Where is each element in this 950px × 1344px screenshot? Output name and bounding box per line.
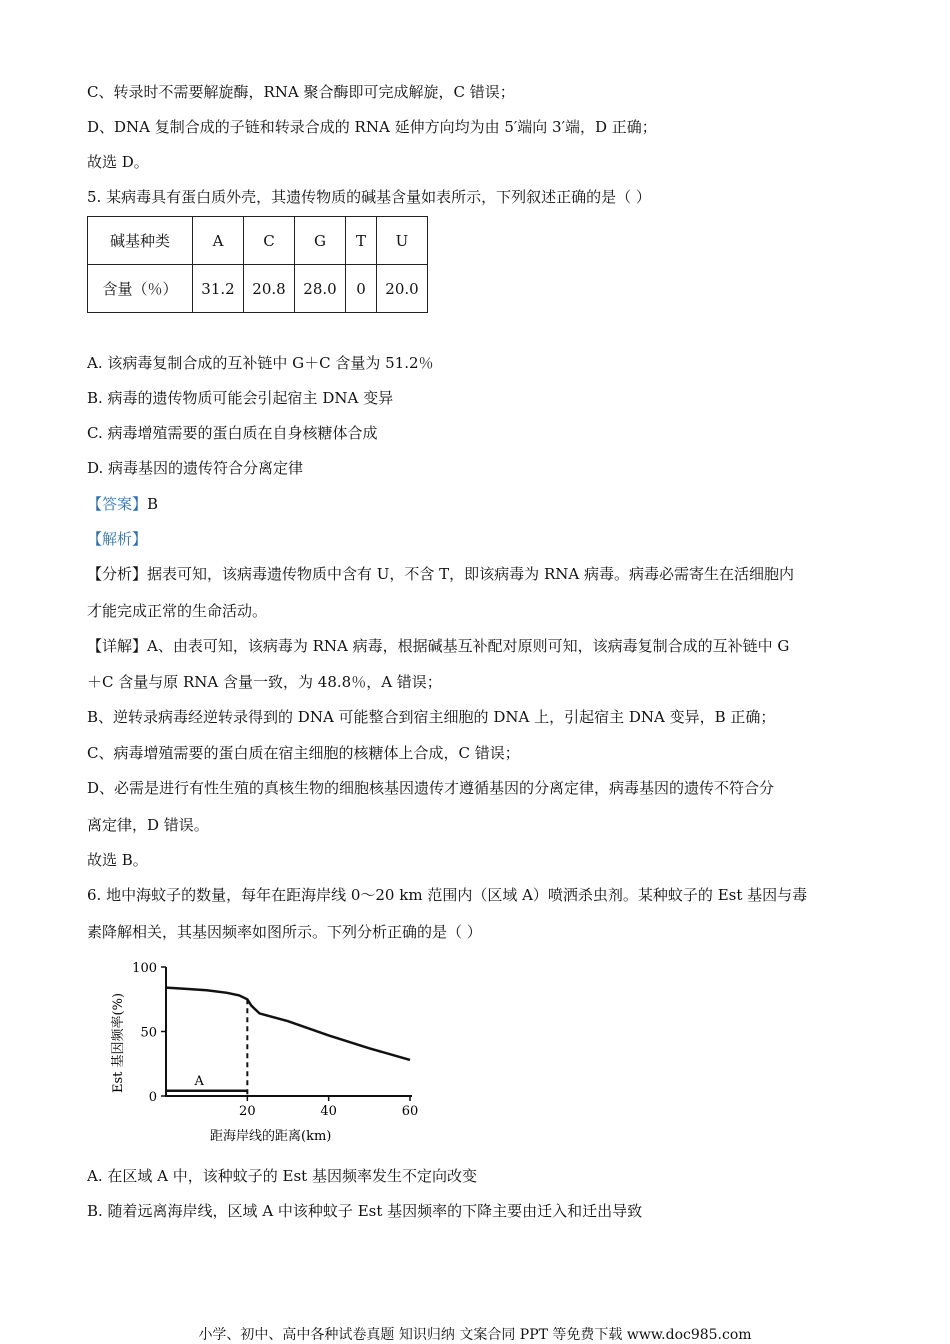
answer-tag: 【答案】: [87, 495, 148, 513]
text-line: C、转录时不需要解旋酶，RNA 聚合酶即可完成解旋，C 错误；: [87, 83, 515, 101]
option-b: B. 病毒的遗传物质可能会引起宿主 DNA 变异: [87, 389, 394, 407]
table-header-row: [88, 217, 428, 265]
table-cell: 20.0: [377, 265, 428, 313]
table-cell: C: [244, 217, 295, 265]
detail-text: B、逆转录病毒经逆转录得到的 DNA 可能整合到宿主细胞的 DNA 上，引起宿主 DNA 变异，B 正确；: [87, 708, 776, 726]
y-tick-label: 100: [132, 961, 157, 976]
answer-line: [87, 494, 158, 514]
x-axis-label: 距海岸线的距离(km): [210, 1129, 332, 1144]
page-footer: 小学、初中、高中各种试卷真题 知识归纳 文案合同 PPT 等免费下载 www.doc985.com: [198, 1327, 752, 1343]
est-frequency-line: [166, 988, 410, 1060]
table-cell: 碱基种类: [88, 217, 193, 265]
table-cell: A: [193, 217, 244, 265]
detail-text: ＋C 含量与原 RNA 含量一致，为 48.8％，A 错误；: [87, 673, 442, 691]
table-cell: 0: [346, 265, 377, 313]
q6-option-a: A. 在区域 A 中，该种蚊子的 Est 基因频率发生不定向改变: [87, 1167, 477, 1185]
text-line: 故选 D。: [87, 153, 149, 171]
analysis-text: 【分析】据表可知，该病毒遗传物质中含有 U，不含 T，即该病毒为 RNA 病毒。病毒必需寄生在活细胞内: [87, 565, 794, 583]
table-cell: 28.0: [295, 265, 346, 313]
question-6-stem: 6. 地中海蚊子的数量，每年在距海岸线 0～20 km 范围内（区域 A）喷洒杀虫剂。某种蚊子的 Est 基因与毒: [87, 886, 808, 904]
q6-option-b: B. 随着远离海岸线，区域 A 中该种蚊子 Est 基因频率的下降主要由迁入和迁出导致: [87, 1202, 643, 1220]
table-cell: U: [377, 217, 428, 265]
base-content-table: [87, 216, 428, 313]
analysis-tag: 【解析】: [87, 530, 148, 548]
x-tick-label: 40: [320, 1104, 337, 1119]
y-axis-label: Est 基因频率(%): [111, 992, 126, 1093]
detail-text: C、病毒增殖需要的蛋白质在宿主细胞的核糖体上合成，C 错误；: [87, 744, 520, 762]
region-a-label: A: [194, 1073, 204, 1089]
text-line: D、DNA 复制合成的子链和转录合成的 RNA 延伸方向均为由 5′端向 3′端，D 正确；: [87, 118, 657, 136]
table-cell: 31.2: [193, 265, 244, 313]
question-5-stem: 5. 某病毒具有蛋白质外壳，其遗传物质的碱基含量如表所示，下列叙述正确的是（ ）: [87, 188, 651, 206]
detail-text: 【详解】A、由表可知，该病毒为 RNA 病毒，根据碱基互补配对原则可知，该病毒复制合成的互补链中 G: [87, 637, 790, 655]
table-cell: G: [295, 217, 346, 265]
x-tick-label: 60: [401, 1104, 419, 1119]
option-d: D. 病毒基因的遗传符合分离定律: [87, 459, 304, 477]
x-tick-label: 20: [239, 1104, 256, 1119]
option-a: A. 该病毒复制合成的互补链中 G＋C 含量为 51.2％: [87, 354, 434, 372]
table-cell: 20.8: [244, 265, 295, 313]
answer-value: B: [147, 495, 159, 513]
question-6-stem: 素降解相关，其基因频率如图所示。下列分析正确的是（ ）: [87, 923, 482, 941]
gene-frequency-chart: [100, 955, 430, 1145]
table-row: [88, 265, 428, 313]
option-c: C. 病毒增殖需要的蛋白质在自身核糖体合成: [87, 424, 378, 442]
detail-text: 离定律，D 错误。: [87, 816, 209, 834]
y-tick-label: 50: [140, 1025, 157, 1041]
conclusion-text: 故选 B。: [87, 851, 148, 869]
detail-text: D、必需是进行有性生殖的真核生物的细胞核基因遗传才遵循基因的分离定律，病毒基因的遗传不符合分: [87, 779, 775, 797]
table-cell: 含量（％）: [88, 265, 193, 313]
table-cell: T: [346, 217, 377, 265]
y-tick-label: 0: [148, 1090, 157, 1105]
analysis-text: 才能完成正常的生命活动。: [87, 602, 268, 620]
